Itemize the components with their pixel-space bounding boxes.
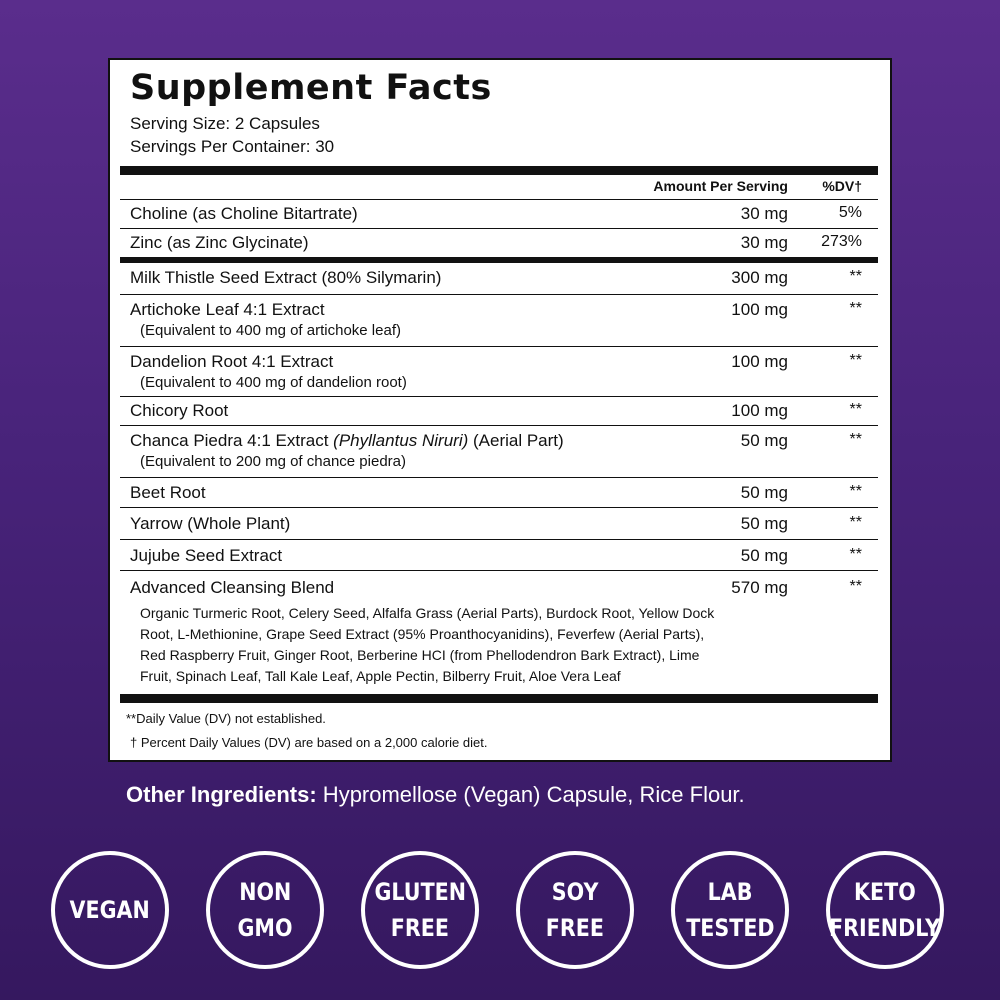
ingredient-dv: ** [849,546,862,563]
non-gmo-badge [206,851,324,969]
ingredient-amount: 50 mg [740,483,788,502]
column-header-dv: %DV† [822,178,862,194]
supplement-facts-panel [108,58,892,762]
badge-line: KETO [854,878,916,906]
ingredient-amount: 570 mg [731,578,788,597]
badge-line: FREE [390,914,450,942]
vegan-badge [51,851,169,969]
blend-ingredient-list [140,603,770,687]
ingredient-name: Artichoke Leaf 4:1 Extract [130,300,325,319]
footnote-dv-not-established: **Daily Value (DV) not established. [126,711,326,726]
ingredient-dv: ** [849,401,862,418]
ingredient-dv: 273% [821,233,862,250]
ingredient-amount: 100 mg [731,352,788,371]
ingredient-latin-name: (Phyllantus Niruri) [333,431,469,450]
divider [120,539,878,540]
ingredient-amount: 100 mg [731,401,788,420]
divider [120,228,878,229]
medium-divider [120,257,878,263]
ingredient-name [130,431,564,451]
divider [120,477,878,478]
ingredient-dv: 5% [838,204,862,221]
serving-size: Serving Size: 2 Capsules [130,114,320,133]
ingredient-dv: ** [849,300,862,317]
lab-tested-badge [671,851,789,969]
other-ingredients-value: Hypromellose (Vegan) Capsule, Rice Flour. [316,782,745,807]
ingredient-equivalent: (Equivalent to 200 mg of chance piedra) [140,453,406,470]
ingredient-name: Dandelion Root 4:1 Extract [130,352,334,371]
blend-line: Root, L-Methionine, Grape Seed Extract (95% Proanthocyanidins), Feverfew (Aerial Parts), [140,626,705,642]
badge-line: FRIENDLY [829,914,941,942]
ingredient-equivalent: (Equivalent to 400 mg of dandelion root) [140,374,407,391]
ingredient-name: Jujube Seed Extract [130,546,283,565]
other-ingredients [126,782,745,808]
ingredient-equivalent: (Equivalent to 400 mg of artichoke leaf) [140,322,401,339]
ingredient-amount: 30 mg [740,204,788,223]
ingredient-dv: ** [849,483,862,500]
divider [120,570,878,571]
thick-divider-bottom [120,694,878,703]
divider [120,507,878,508]
thick-divider-top [120,166,878,175]
divider [120,396,878,397]
blend-line: Organic Turmeric Root, Celery Seed, Alfalfa Grass (Aerial Parts), Burdock Root, Yellow Dock [140,605,715,621]
ingredient-amount: 50 mg [740,546,788,565]
badge-line: GMO [237,914,293,942]
badge-line: FREE [545,914,605,942]
ingredient-amount: 30 mg [740,233,788,252]
column-header-amount: Amount Per Serving [653,178,788,194]
ingredient-dv: ** [849,578,862,595]
badge-line: VEGAN [69,896,151,924]
divider [120,294,878,295]
ingredient-name: Beet Root [130,483,206,502]
ingredient-name: Choline (as Choline Bitartrate) [130,204,358,223]
ingredient-dv: ** [849,352,862,369]
keto-friendly-badge [826,851,944,969]
badge-line: GLUTEN [374,878,466,906]
ingredient-amount: 100 mg [731,300,788,319]
ingredient-name: Milk Thistle Seed Extract (80% Silymarin) [130,268,442,287]
divider [120,199,878,200]
ingredient-amount: 300 mg [731,268,788,287]
ingredient-part: (Aerial Part) [468,431,564,450]
panel-title: Supplement Facts [130,68,492,108]
ingredient-dv: ** [849,514,862,531]
ingredient-amount: 50 mg [740,431,788,450]
servings-per-container: Servings Per Container: 30 [130,137,335,156]
divider [120,425,878,426]
ingredient-name: Zinc (as Zinc Glycinate) [130,233,309,252]
badge-line: NON [238,878,292,906]
ingredient-name: Yarrow (Whole Plant) [130,514,291,533]
other-ingredients-label: Other Ingredients: [126,782,317,807]
ingredient-name: Chicory Root [130,401,229,420]
ingredient-dv: ** [849,268,862,285]
soy-free-badge [516,851,634,969]
ingredient-name: Advanced Cleansing Blend [130,578,335,597]
badge-line: LAB [707,878,753,906]
divider [120,346,878,347]
blend-line: Fruit, Spinach Leaf, Tall Kale Leaf, Apple Pectin, Bilberry Fruit, Aloe Vera Leaf [140,668,621,684]
ingredient-dv: ** [849,431,862,448]
blend-line: Red Raspberry Fruit, Ginger Root, Berberine HCI (from Phellodendron Bark Extract), Lime [140,647,700,663]
ingredient-amount: 50 mg [740,514,788,533]
badge-line: TESTED [685,914,775,942]
badge-line: SOY [551,878,599,906]
footnote-percent-dv: † Percent Daily Values (DV) are based on a 2,000 calorie diet. [130,735,488,750]
gluten-free-badge [361,851,479,969]
ingredient-name-main: Chanca Piedra 4:1 Extract [130,431,334,450]
